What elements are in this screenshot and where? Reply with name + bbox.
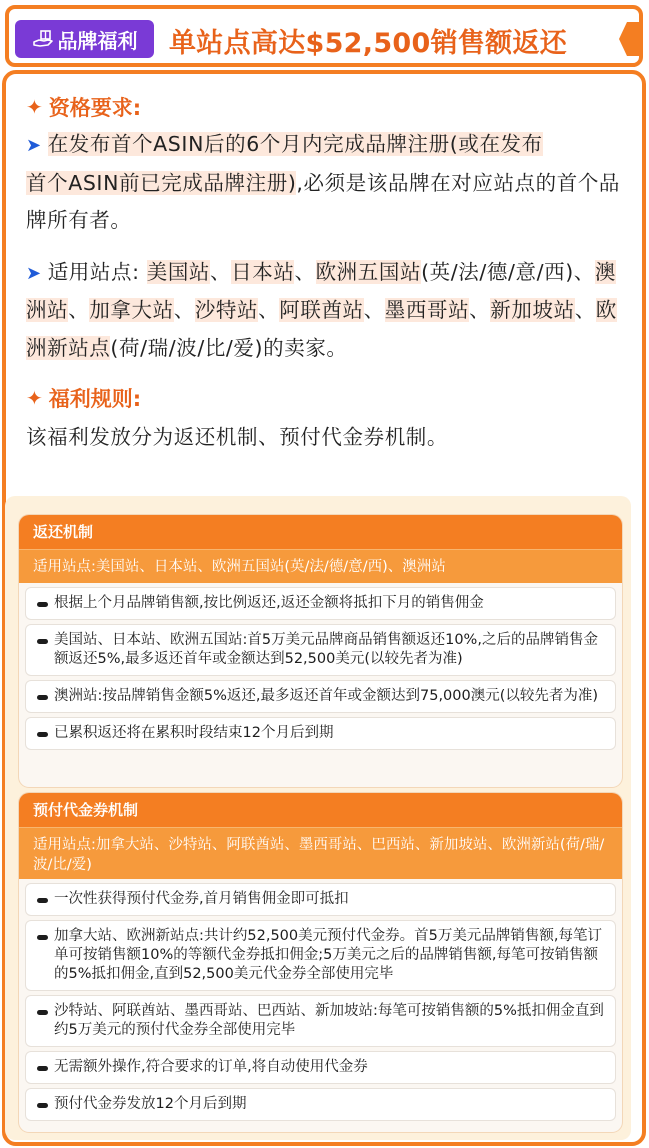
voucher-card bbox=[19, 793, 622, 1132]
bullet-item bbox=[25, 680, 616, 713]
benefit-banner bbox=[5, 5, 643, 67]
eligible-site: (荷/瑞/波/比/爱)的卖家。 bbox=[110, 335, 348, 360]
eligible-site: (英/法/德/意/西)、 bbox=[421, 259, 595, 284]
voucher-bullet-list bbox=[19, 883, 622, 1121]
sparkle-icon: ✦ bbox=[26, 95, 43, 119]
mechanism-panel bbox=[5, 496, 631, 1140]
rebate-card-title: 返还机制 bbox=[19, 515, 622, 549]
bullet-dash-icon bbox=[37, 602, 48, 607]
rules-heading-text: 福利规则: bbox=[48, 387, 142, 411]
bullet-item bbox=[25, 920, 616, 991]
voucher-card-title: 预付代金券机制 bbox=[19, 793, 622, 827]
bullet-text: 加拿大站、欧洲新站点:共计约52,500美元预付代金券。首5万美元品牌销售额,每笔订单可按销售额10%的等额代金券抵扣佣金;5万美元之后的品牌销售额,每笔可按销售额的5%抵扣佣金,直到52,500美元代金券全部使用完毕 bbox=[54, 928, 602, 982]
eligible-site: 加拿大站 bbox=[89, 298, 174, 322]
tag-label: 品牌福利 bbox=[57, 28, 138, 53]
eligible-site: 美国站 bbox=[146, 259, 211, 284]
bullet-text: 根据上个月品牌销售额,按比例返还,返还金额将抵扣下月的销售佣金 bbox=[54, 595, 484, 611]
rebate-card bbox=[19, 515, 622, 787]
eligibility-rest: ,必须是该品牌在对应站点的首个品牌所有者。 bbox=[26, 170, 621, 232]
bullet-dash-icon bbox=[37, 935, 48, 940]
voucher-card-sites: 适用站点:加拿大站、沙特站、阿联酋站、墨西哥站、巴西站、新加坡站、欧洲新站(荷/瑞/波/比/爱) bbox=[19, 827, 622, 879]
bullet-dash-icon bbox=[37, 695, 48, 700]
rebate-card-sites: 适用站点:美国站、日本站、欧洲五国站(英/法/德/意/西)、澳洲站 bbox=[19, 549, 622, 583]
bullet-text: 预付代金券发放12个月后到期 bbox=[54, 1096, 247, 1112]
eligible-site: 沙特站 bbox=[194, 298, 259, 322]
bullet-dash-icon bbox=[37, 898, 48, 903]
bullet-item bbox=[25, 717, 616, 750]
eligible-site: 墨西哥站 bbox=[384, 298, 470, 322]
eligible-site: 日本站 bbox=[231, 259, 295, 284]
arrow-icon: ➤ bbox=[26, 262, 42, 284]
bullet-dash-icon bbox=[37, 1066, 48, 1071]
bullet-item bbox=[25, 995, 616, 1047]
bullet-text: 美国站、日本站、欧洲五国站:首5万美元品牌商品销售额返还10%,之后的品牌销售金额返还5%,最多返还首年或金额达到52,500美元(以较先者为准) bbox=[54, 632, 598, 667]
bullet-dash-icon bbox=[37, 732, 48, 737]
bullet-item bbox=[25, 587, 616, 620]
bullet-dash-icon bbox=[37, 639, 48, 644]
bullet-text: 无需额外操作,符合要求的订单,将自动使用代金券 bbox=[54, 1059, 368, 1075]
eligible-site: 欧洲五国站 bbox=[315, 259, 422, 284]
bullet-dash-icon bbox=[37, 1010, 48, 1015]
rules-heading bbox=[26, 383, 632, 413]
eligibility-paragraph-1 bbox=[26, 126, 632, 240]
rebate-bullet-list bbox=[19, 587, 622, 750]
arrow-icon: ➤ bbox=[26, 135, 42, 156]
hand-gift-icon bbox=[32, 29, 54, 49]
bullet-item bbox=[25, 624, 616, 676]
eligibility-heading bbox=[26, 92, 632, 122]
eligibility-highlight-1: 在发布首个ASIN后的6个月内完成品牌注册(或在发布 bbox=[47, 132, 543, 156]
bullet-item bbox=[25, 883, 616, 916]
eligible-site: 阿联酋站 bbox=[279, 298, 364, 322]
brand-benefit-tag bbox=[15, 20, 154, 58]
eligible-sites-paragraph: ➤ 适用站点: 美国站、日本站、欧洲五国站(英/法/德/意/西)、澳洲站、加拿大站、沙特站、阿联酋站、墨西哥站、新加坡站、欧洲新站点(荷/瑞/波/比/爱)的卖家。 bbox=[26, 259, 617, 360]
eligibility-highlight-2: 首个ASIN前已完成品牌注册) bbox=[26, 170, 297, 195]
bullet-text: 一次性获得预付代金券,首月销售佣金即可抵扣 bbox=[54, 891, 349, 907]
bullet-text: 沙特站、阿联酋站、墨西哥站、巴西站、新加坡站:每笔可按销售额的5%抵扣佣金直到约5万美元的预付代金券全部使用完毕 bbox=[54, 1003, 604, 1038]
banner-title: 单站点高达$52,500销售额返还 bbox=[169, 28, 568, 59]
sparkle-icon: ✦ bbox=[26, 386, 43, 410]
banner-arrow-icon bbox=[619, 22, 643, 56]
rules-text: 该福利发放分为返还机制、预付代金券机制。 bbox=[26, 425, 448, 449]
eligible-site: 新加坡站 bbox=[490, 298, 575, 322]
eligible-sites-lead: 适用站点: bbox=[47, 259, 140, 284]
eligible-site: 澳洲站 bbox=[26, 259, 617, 322]
eligibility-heading-text: 资格要求: bbox=[48, 96, 142, 120]
bullet-text: 已累积返还将在累积时段结束12个月后到期 bbox=[54, 725, 334, 741]
eligible-site: 欧洲新站点 bbox=[26, 298, 617, 360]
bullet-text: 澳洲站:按品牌销售金额5%返还,最多返还首年或金额达到75,000澳元(以较先者为准) bbox=[54, 688, 599, 704]
bullet-item bbox=[25, 1088, 616, 1121]
bullet-dash-icon bbox=[37, 1103, 48, 1108]
bullet-item bbox=[25, 1051, 616, 1084]
